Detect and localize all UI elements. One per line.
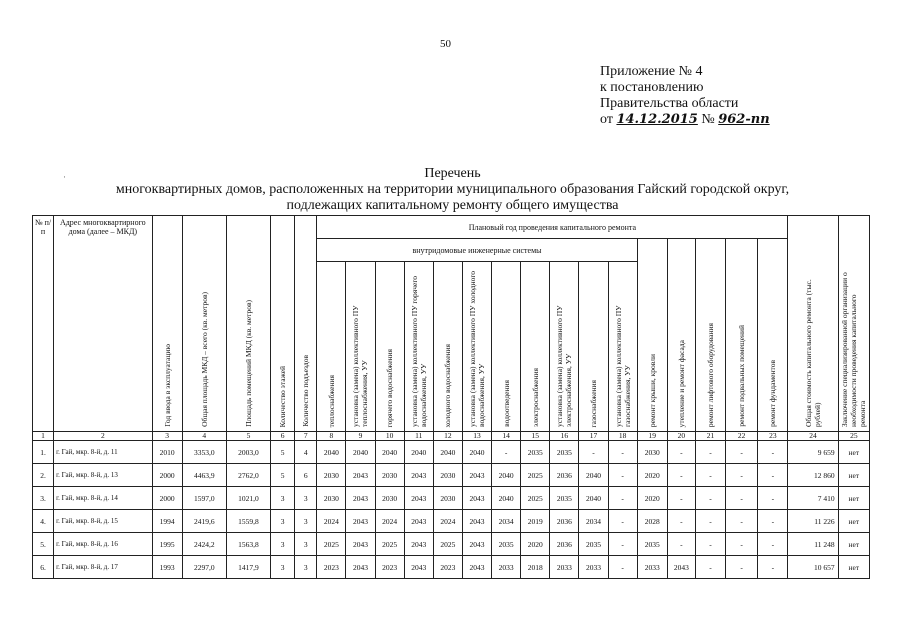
table-cell: 2025 — [375, 533, 404, 556]
column-number: 21 — [695, 432, 725, 441]
table-cell: 2043 — [404, 464, 433, 487]
table-cell: 2040 — [375, 441, 404, 464]
table-cell: - — [608, 464, 637, 487]
table-cell: 2030 — [317, 487, 346, 510]
table-cell: 2024 — [375, 510, 404, 533]
column-number: 19 — [637, 432, 667, 441]
table-cell: 2043 — [346, 533, 375, 556]
table-cell: 3 — [271, 533, 295, 556]
table-cell: 2297,0 — [182, 556, 226, 579]
column-number: 17 — [579, 432, 608, 441]
table-cell: - — [758, 510, 788, 533]
table-cell: 1993 — [152, 556, 182, 579]
table-cell: 2040 — [579, 487, 608, 510]
header-cold-water: холодного водоснабжения — [433, 262, 462, 432]
table-cell: 2025 — [521, 487, 550, 510]
table-cell: 2019 — [521, 510, 550, 533]
column-number: 16 — [550, 432, 579, 441]
row-number: 5. — [33, 533, 54, 556]
table-cell: 2043 — [404, 487, 433, 510]
table-cell: 2419,6 — [182, 510, 226, 533]
table-cell: 9 659 — [788, 441, 838, 464]
column-number: 5 — [226, 432, 270, 441]
table-cell: - — [608, 510, 637, 533]
table-cell: 2043 — [346, 556, 375, 579]
row-number: 4. — [33, 510, 54, 533]
table-cell: - — [667, 464, 695, 487]
table-cell: 1417,9 — [226, 556, 270, 579]
table-cell: 2020 — [637, 487, 667, 510]
column-number: 12 — [433, 432, 462, 441]
table-cell: - — [726, 556, 758, 579]
table-cell: 1021,0 — [226, 487, 270, 510]
table-row — [33, 533, 870, 556]
table-cell: - — [579, 441, 608, 464]
column-number: 9 — [346, 432, 375, 441]
table-cell: 2003,0 — [226, 441, 270, 464]
header-floors: Количество этажей — [271, 216, 295, 432]
table-cell: 10 657 — [788, 556, 838, 579]
row-number: 2. — [33, 464, 54, 487]
header-planned-year: Плановый год проведения капитального ремонта — [317, 216, 788, 239]
table-cell: - — [492, 441, 521, 464]
table-cell: 2023 — [375, 556, 404, 579]
table-cell: 2035 — [521, 441, 550, 464]
column-number: 2 — [54, 432, 152, 441]
table-cell: - — [695, 464, 725, 487]
number-prefix: № — [701, 112, 715, 127]
address-cell: г. Гай, мкр. 8-й, д. 11 — [54, 441, 152, 464]
header-total-area: Общая площадь МКД – всего (кв. метров) — [182, 216, 226, 432]
table-cell: - — [695, 556, 725, 579]
table-cell: 2033 — [492, 556, 521, 579]
table-cell: 2018 — [521, 556, 550, 579]
table-cell: 2043 — [462, 510, 491, 533]
table-row — [33, 441, 870, 464]
table-cell: 1597,0 — [182, 487, 226, 510]
column-number: 13 — [462, 432, 491, 441]
header-roof: ремонт крыши, кровли — [637, 239, 667, 432]
header-address: Адрес многоквартирного дома (далее – МКД) — [54, 216, 152, 432]
table-cell: 4463,9 — [182, 464, 226, 487]
table-cell: 2028 — [637, 510, 667, 533]
header-foundation: ремонт фундаментов — [758, 239, 788, 432]
table-cell: 2035 — [550, 441, 579, 464]
table-cell: 2043 — [404, 533, 433, 556]
table-cell: 1559,8 — [226, 510, 270, 533]
table-cell: 2040 — [462, 441, 491, 464]
address-cell: г. Гай, мкр. 8-й, д. 17 — [54, 556, 152, 579]
column-number: 18 — [608, 432, 637, 441]
address-cell: г. Гай, мкр. 8-й, д. 13 — [54, 464, 152, 487]
column-number: 4 — [182, 432, 226, 441]
table-cell: 2043 — [346, 464, 375, 487]
table-cell: 2024 — [317, 510, 346, 533]
table-cell: 3 — [271, 487, 295, 510]
table-cell: нет — [838, 441, 869, 464]
scan-speck: · — [63, 172, 66, 182]
table-cell: - — [608, 556, 637, 579]
table-cell: 3 — [295, 487, 317, 510]
header-electricity-meter: установка (замена) коллективного ПУ электроснабжения, УУ — [550, 262, 579, 432]
table-cell: 3 — [295, 556, 317, 579]
table-cell: нет — [838, 464, 869, 487]
table-cell: - — [608, 533, 637, 556]
table-cell: 2010 — [152, 441, 182, 464]
appendix-line-1: Приложение № 4 — [600, 64, 703, 79]
table-cell: 2040 — [579, 464, 608, 487]
table-row — [33, 487, 870, 510]
handwritten-number: 962-пп — [718, 112, 770, 127]
table-cell: 2040 — [404, 441, 433, 464]
table-cell: 2033 — [637, 556, 667, 579]
header-basement: ремонт подвальных помещений — [726, 239, 758, 432]
table-cell: 2000 — [152, 487, 182, 510]
column-number: 7 — [295, 432, 317, 441]
table-cell: - — [726, 510, 758, 533]
header-hot-water-meter: установка (замена) коллективного ПУ горячего водоснабжения, УУ — [404, 262, 433, 432]
table-cell: 2035 — [579, 533, 608, 556]
table-cell: 2025 — [521, 464, 550, 487]
column-number: 11 — [404, 432, 433, 441]
document-title: Перечень — [424, 166, 481, 181]
table-cell: 2043 — [462, 487, 491, 510]
table-cell: 2040 — [492, 464, 521, 487]
row-number: 3. — [33, 487, 54, 510]
table-row — [33, 510, 870, 533]
table-cell: 7 410 — [788, 487, 838, 510]
houses-table — [32, 215, 870, 579]
table-cell: 2035 — [550, 487, 579, 510]
table-cell: - — [695, 510, 725, 533]
header-conclusion: Заключение специализированной организации о необходимости проведения капитального ремонта — [838, 216, 869, 432]
column-number: 22 — [726, 432, 758, 441]
column-number: 23 — [758, 432, 788, 441]
table-cell: - — [758, 533, 788, 556]
table-row — [33, 556, 870, 579]
header-heating-meter: установка (замена) коллективного ПУ теплоснабжения, УУ — [346, 262, 375, 432]
header-sewerage: водоотведения — [492, 262, 521, 432]
table-cell: 2043 — [404, 510, 433, 533]
table-body — [33, 441, 870, 579]
table-cell: - — [726, 487, 758, 510]
table-cell: 2043 — [404, 556, 433, 579]
table-cell: - — [726, 533, 758, 556]
table-cell: 2023 — [317, 556, 346, 579]
header-gas-meter: установка (замена) коллективного ПУ газоснабжения, УУ — [608, 262, 637, 432]
table-cell: 2035 — [492, 533, 521, 556]
table-cell: - — [726, 441, 758, 464]
table-cell: - — [726, 464, 758, 487]
column-number: 6 — [271, 432, 295, 441]
table-cell: нет — [838, 487, 869, 510]
table-cell: 6 — [295, 464, 317, 487]
column-number: 3 — [152, 432, 182, 441]
table-cell: 5 — [271, 441, 295, 464]
table-cell: 4 — [295, 441, 317, 464]
table-cell: - — [667, 487, 695, 510]
table-cell: - — [758, 556, 788, 579]
header-num: № п/п — [33, 216, 54, 432]
table-cell: 2040 — [492, 487, 521, 510]
table-cell: 2025 — [433, 533, 462, 556]
table-cell: 2025 — [317, 533, 346, 556]
table-cell: нет — [838, 510, 869, 533]
table-cell: 2043 — [667, 556, 695, 579]
column-number: 1 — [33, 432, 54, 441]
column-number: 20 — [667, 432, 695, 441]
address-cell: г. Гай, мкр. 8-й, д. 15 — [54, 510, 152, 533]
table-cell: нет — [838, 556, 869, 579]
table-cell: нет — [838, 533, 869, 556]
appendix-line-3: Правительства области — [600, 96, 739, 111]
table-cell: - — [758, 441, 788, 464]
row-number: 6. — [33, 556, 54, 579]
table-cell: 2024 — [433, 510, 462, 533]
table-cell: 2036 — [550, 510, 579, 533]
table-cell: 2043 — [346, 487, 375, 510]
table-cell: - — [758, 464, 788, 487]
table-cell: 2035 — [637, 533, 667, 556]
header-heating: теплоснабжения — [317, 262, 346, 432]
table-cell: 2030 — [375, 487, 404, 510]
address-cell: г. Гай, мкр. 8-й, д. 16 — [54, 533, 152, 556]
table-cell: 2043 — [462, 533, 491, 556]
table-cell: 2043 — [462, 464, 491, 487]
address-cell: г. Гай, мкр. 8-й, д. 14 — [54, 487, 152, 510]
header-elevator: ремонт лифтового оборудования — [695, 239, 725, 432]
table-cell: 2030 — [433, 487, 462, 510]
table-cell: 3 — [271, 556, 295, 579]
table-cell: 2034 — [492, 510, 521, 533]
header-gas: газоснабжения — [579, 262, 608, 432]
handwritten-date: 14.12.2015 — [616, 112, 698, 127]
table-cell: 2030 — [433, 464, 462, 487]
table-cell: 3353,0 — [182, 441, 226, 464]
table-cell: - — [695, 487, 725, 510]
column-number: 8 — [317, 432, 346, 441]
header-row-1 — [33, 216, 870, 239]
table-cell: 1563,8 — [226, 533, 270, 556]
table-cell: 2040 — [317, 441, 346, 464]
table-cell: 11 248 — [788, 533, 838, 556]
column-number: 25 — [838, 432, 869, 441]
column-number-row — [33, 432, 870, 441]
table-cell: 2036 — [550, 533, 579, 556]
header-hot-water: горячего водоснабжения — [375, 262, 404, 432]
page-number: 50 — [440, 38, 451, 50]
document-subtitle-1: многоквартирных домов, расположенных на территории муниципального образования Гайский городской округ, — [115, 182, 790, 197]
appendix-block — [600, 64, 770, 128]
table-cell: 12 860 — [788, 464, 838, 487]
table-cell: 2033 — [550, 556, 579, 579]
table-cell: 2030 — [375, 464, 404, 487]
table-cell: 2020 — [521, 533, 550, 556]
table-cell: 2033 — [579, 556, 608, 579]
table-cell: 2030 — [637, 441, 667, 464]
table-cell: - — [667, 510, 695, 533]
table-cell: 2000 — [152, 464, 182, 487]
table-cell: - — [695, 441, 725, 464]
appendix-line-2: к постановлению — [600, 80, 704, 95]
table-cell: - — [695, 533, 725, 556]
table-cell: 2030 — [317, 464, 346, 487]
column-number: 15 — [521, 432, 550, 441]
table-cell: 3 — [271, 510, 295, 533]
table-cell: 2020 — [637, 464, 667, 487]
table-cell: 2040 — [433, 441, 462, 464]
table-cell: 2040 — [346, 441, 375, 464]
table-cell: 2424,2 — [182, 533, 226, 556]
table-cell: 2036 — [550, 464, 579, 487]
header-premises-area: Площадь помещений МКД (кв. метров) — [226, 216, 270, 432]
table-cell: - — [608, 441, 637, 464]
header-year-built: Год ввода в эксплуатацию — [152, 216, 182, 432]
date-prefix: от — [600, 112, 613, 127]
table-cell: 2034 — [579, 510, 608, 533]
row-number: 1. — [33, 441, 54, 464]
table-cell: 2023 — [433, 556, 462, 579]
table-cell: - — [667, 533, 695, 556]
header-cold-water-meter: установка (замена) коллективного ПУ холодного водоснабжения, УУ — [462, 262, 491, 432]
table-cell: 3 — [295, 510, 317, 533]
table-cell: - — [667, 441, 695, 464]
table-cell: 5 — [271, 464, 295, 487]
column-number: 24 — [788, 432, 838, 441]
table-cell: - — [608, 487, 637, 510]
header-total-cost: Общая стоимость капитального ремонта (тыс. рублей) — [788, 216, 838, 432]
table-cell: 11 226 — [788, 510, 838, 533]
table-cell: 2043 — [346, 510, 375, 533]
column-number: 10 — [375, 432, 404, 441]
table-cell: 1994 — [152, 510, 182, 533]
appendix-date-line — [600, 112, 770, 128]
table-cell: 2043 — [462, 556, 491, 579]
table-row — [33, 464, 870, 487]
header-entrances: Количество подъездов — [295, 216, 317, 432]
header-facade: утепление и ремонт фасада — [667, 239, 695, 432]
header-engineering: внутридомовые инженерные системы — [317, 239, 637, 262]
header-electricity: электроснабжения — [521, 262, 550, 432]
table-cell: 3 — [295, 533, 317, 556]
table-cell: 2762,0 — [226, 464, 270, 487]
table-cell: - — [758, 487, 788, 510]
document-subtitle-2: подлежащих капитальному ремонту общего имущества — [286, 198, 619, 213]
column-number: 14 — [492, 432, 521, 441]
table-cell: 1995 — [152, 533, 182, 556]
